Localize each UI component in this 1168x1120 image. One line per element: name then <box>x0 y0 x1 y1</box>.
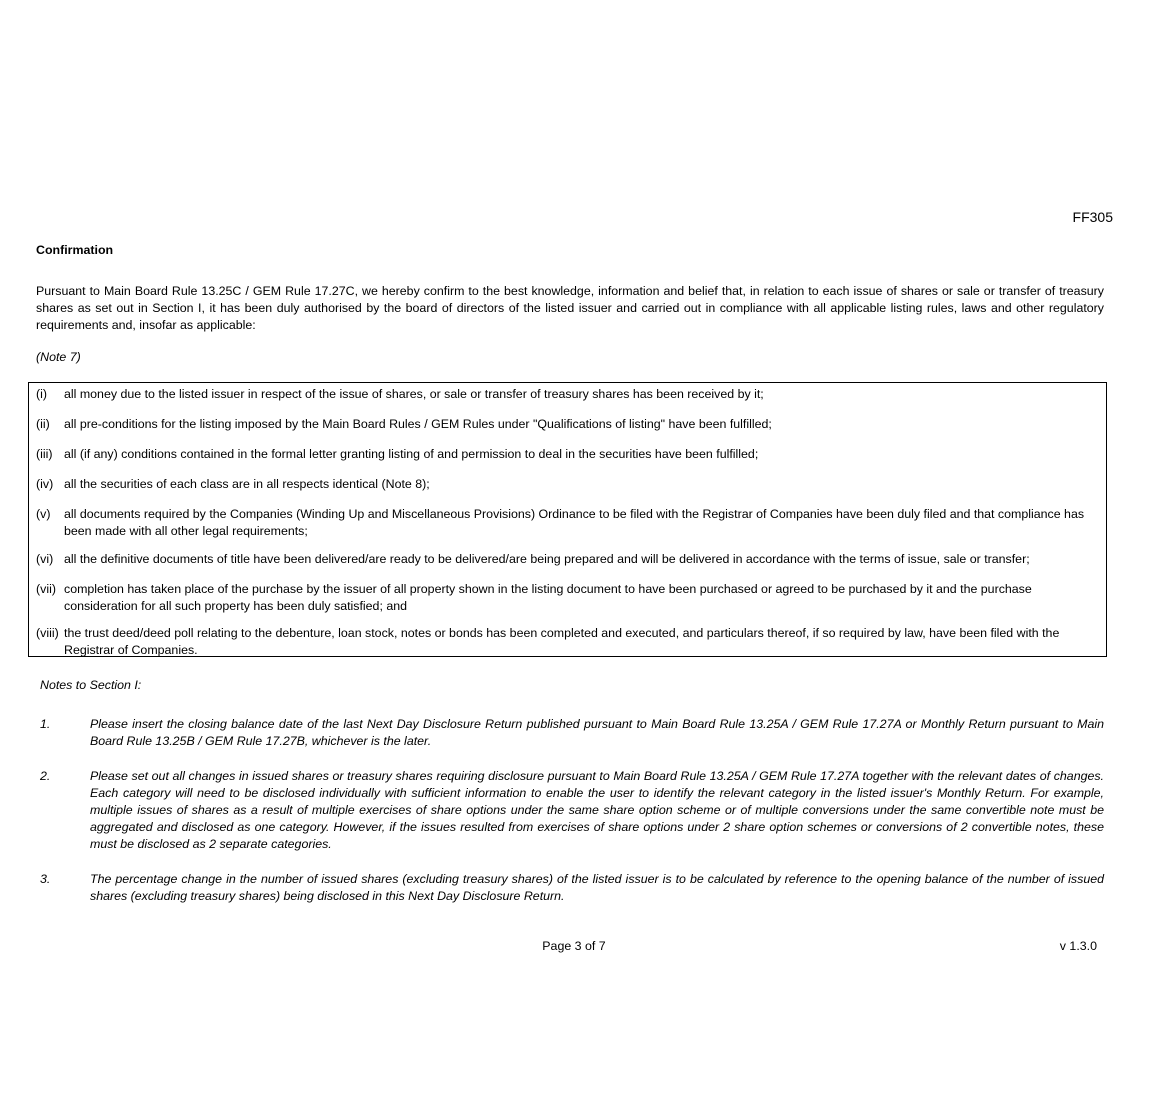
confirmation-paragraph: Pursuant to Main Board Rule 13.25C / GEM Rule 17.27C, we hereby confirm to the best knowledge, information and belief that, in relation to each issue of shares or sale or transfer of treasury shares as set out in Section I, it has been duly authorised by the board of directors of the listed issuer and carried out in compliance with all applicable listing rules, laws and other regulatory requirements and, insofar as applicable: <box>36 284 1104 332</box>
note-text: The percentage change in the number of issued shares (excluding treasury shares) of the listed issuer is to be calculated by reference to the opening balance of the number of issued shares (excluding treasury shares) being disclosed in this Next Day Disclosure Return. <box>90 872 1104 903</box>
item-number: (viii) <box>36 626 59 640</box>
note-reference: (Note 7) <box>36 350 81 364</box>
version-label: v 1.3.0 <box>1059 939 1097 953</box>
note-number: 1. <box>40 717 51 731</box>
item-text: the trust deed/deed poll relating to the debenture, loan stock, notes or bonds has been completed and executed, and particulars thereof, if so required by law, have been filed with the Registrar of Companies. <box>64 626 1060 657</box>
item-number: (v) <box>36 507 51 521</box>
item-number: (vii) <box>36 582 56 596</box>
item-text: all pre-conditions for the listing imposed by the Main Board Rules / GEM Rules under "Qualifications of listing" have been fulfilled; <box>64 417 772 431</box>
item-text: all money due to the listed issuer in respect of the issue of shares, or sale or transfer of treasury shares has been received by it; <box>64 387 764 401</box>
item-text: all the definitive documents of title have been delivered/are ready to be delivered/are being prepared and will be delivered in accordance with the terms of issue, sale or transfer; <box>64 552 1030 566</box>
item-text: all documents required by the Companies (Winding Up and Miscellaneous Provisions) Ordinance to be filed with the Registrar of Companies have been duly filed and that compliance has been made with all other legal requirements; <box>64 507 1085 538</box>
note-text: Please set out all changes in issued shares or treasury shares requiring disclosure pursuant to Main Board Rule 13.25A / GEM Rule 17.27A together with the relevant dates of changes. Each category will need to be disclosed individually with sufficient information to enable the user to identify the relevant category in the listed issuer's Monthly Return. For example, multiple issues of shares as a result of multiple exercises of share options under the same share option scheme or of multiple conversions under the same convertible note must be aggregated and disclosed as one category. However, if the issues resulted from exercises of share options under 2 share option schemes or conversions of 2 convertible notes, these must be disclosed as 2 separate categories. <box>90 769 1104 851</box>
item-number: (iii) <box>36 447 53 461</box>
item-text: completion has taken place of the purchase by the issuer of all property shown in the listing document to have been purchased or agreed to be purchased by it and the purchase consideration for all such property has been duly satisfied; and <box>64 582 1032 613</box>
page-number: Page 3 of 7 <box>542 939 606 953</box>
confirmation-items-box <box>28 382 1107 657</box>
form-code: FF305 <box>1072 209 1113 225</box>
item-number: (iv) <box>36 477 54 491</box>
note-text: Please insert the closing balance date of the last Next Day Disclosure Return published pursuant to Main Board Rule 13.25A / GEM Rule 17.27A or Monthly Return pursuant to Main Board Rule 13.25B / GEM Rule 17.27B, whichever is the later. <box>90 717 1104 748</box>
notes-title: Notes to Section I: <box>40 678 142 692</box>
note-number: 3. <box>40 872 51 886</box>
item-text: all the securities of each class are in all respects identical (Note 8); <box>64 477 430 491</box>
item-number: (ii) <box>36 417 50 431</box>
confirmation-heading: Confirmation <box>36 243 114 257</box>
item-number: (vi) <box>36 552 54 566</box>
item-number: (i) <box>36 387 48 401</box>
item-text: all (if any) conditions contained in the formal letter granting listing of and permission to deal in the securities have been fulfilled; <box>64 447 759 461</box>
note-number: 2. <box>40 769 51 783</box>
